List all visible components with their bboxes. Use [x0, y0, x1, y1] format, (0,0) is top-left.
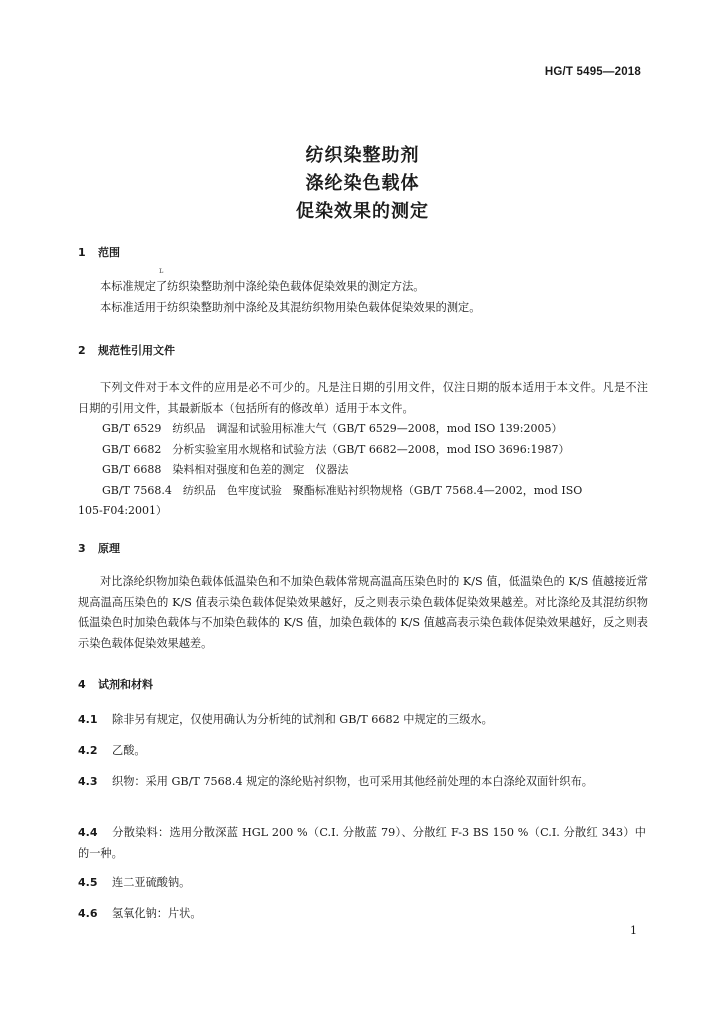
section-heading	[78, 540, 648, 556]
paragraph: 对比涤纶织物加染色载体低温染色和不加染色载体常规高温高压染色时的 K/S 值，低温染色的 K/S 值越接近常规高温高压染色的 K/S 值表示染色载体促染效果越好，反之则表示染色载体促染效果越差。对比涤纶及其混纺织物低温染色时加染色载体与不加染色载体的 K/S 值，加染色载体的 K/S 值越高表示染色载体促染效果越好，反之则表示染色载体促染效果越差。	[78, 575, 648, 650]
clause-number: 4.5	[78, 876, 98, 889]
section-reagents	[78, 676, 648, 692]
page-number: 1	[630, 924, 637, 937]
clause-number: 4.1	[78, 713, 98, 726]
clause-text: 分散染料：选用分散深蓝 HGL 200 %（C.I. 分散蓝 79）、分散红 F-3 BS 150 %（C.I. 分散红 343）中的一种。	[78, 826, 646, 860]
clause-item	[78, 741, 646, 762]
clause-item	[78, 710, 646, 731]
principle-body	[78, 572, 648, 654]
section-heading	[78, 244, 648, 260]
clause-text: 乙酸。	[112, 744, 146, 757]
scope-body	[78, 277, 648, 318]
scan-mark: ʟ	[159, 266, 164, 275]
clause-item	[78, 772, 646, 793]
reference-item: GB/T 7568.4 纺织品 色牢度试验 聚酯标准贴衬织物规格（GB/T 7568.4—2002，mod ISO	[102, 483, 583, 497]
reference-item: GB/T 6688 染料相对强度和色差的测定 仪器法	[102, 463, 349, 476]
standard-number: HG/T 5495—2018	[544, 66, 641, 78]
title-line-2: 涤纶染色载体	[305, 173, 420, 194]
clause-item	[78, 823, 646, 864]
clause-text: 织物：采用 GB/T 7568.4 规定的涤纶贴衬织物，也可采用其他经前处理的本白涤纶双面针织布。	[112, 775, 593, 788]
paragraph: 下列文件对于本文件的应用是必不可少的。凡是注日期的引用文件，仅注日期的版本适用于本文件。凡是不注日期的引用文件，其最新版本（包括所有的修改单）适用于本文件。	[78, 381, 648, 415]
paragraph: 本标准规定了纺织染整助剂中涤纶染色载体促染效果的测定方法。	[100, 280, 425, 293]
reference-item: GB/T 6529 纺织品 调湿和试验用标准大气（GB/T 6529—2008，mod ISO 139:2005）	[102, 422, 563, 435]
section-title: 范围	[98, 246, 120, 259]
section-number: 2	[78, 344, 86, 357]
clause-text: 除非另有规定，仅使用确认为分析纯的试剂和 GB/T 6682 中规定的三级水。	[112, 713, 493, 726]
section-heading	[78, 342, 648, 358]
title-line-1: 纺织染整助剂	[305, 145, 420, 166]
clause-item	[78, 904, 646, 925]
section-scope	[78, 244, 648, 260]
section-normative-refs	[78, 342, 648, 358]
clause-text: 氢氧化钠：片状。	[112, 907, 202, 920]
paragraph: 本标准适用于纺织染整助剂中涤纶及其混纺织物用染色载体促染效果的测定。	[100, 300, 481, 314]
clause-number: 4.3	[78, 775, 98, 788]
reference-item: GB/T 6682 分析实验室用水规格和试验方法（GB/T 6682—2008，mod ISO 3696:1987）	[102, 442, 570, 456]
clause-number: 4.6	[78, 907, 98, 920]
section-principle	[78, 540, 648, 556]
document-title	[0, 142, 725, 226]
clause-item	[78, 873, 646, 894]
reference-item-continued: 105-F04:2001）	[78, 504, 168, 517]
section-title: 原理	[98, 542, 120, 555]
section-number: 4	[78, 678, 86, 691]
section-heading	[78, 676, 648, 692]
normative-refs-body	[78, 378, 648, 522]
title-line-3: 促染效果的测定	[296, 201, 429, 222]
section-number: 3	[78, 542, 86, 555]
section-title: 规范性引用文件	[98, 344, 175, 357]
clause-text: 连二亚硫酸钠。	[112, 876, 191, 889]
clause-number: 4.2	[78, 744, 98, 757]
section-title: 试剂和材料	[98, 678, 153, 691]
section-number: 1	[78, 246, 86, 259]
clause-number: 4.4	[78, 826, 98, 839]
